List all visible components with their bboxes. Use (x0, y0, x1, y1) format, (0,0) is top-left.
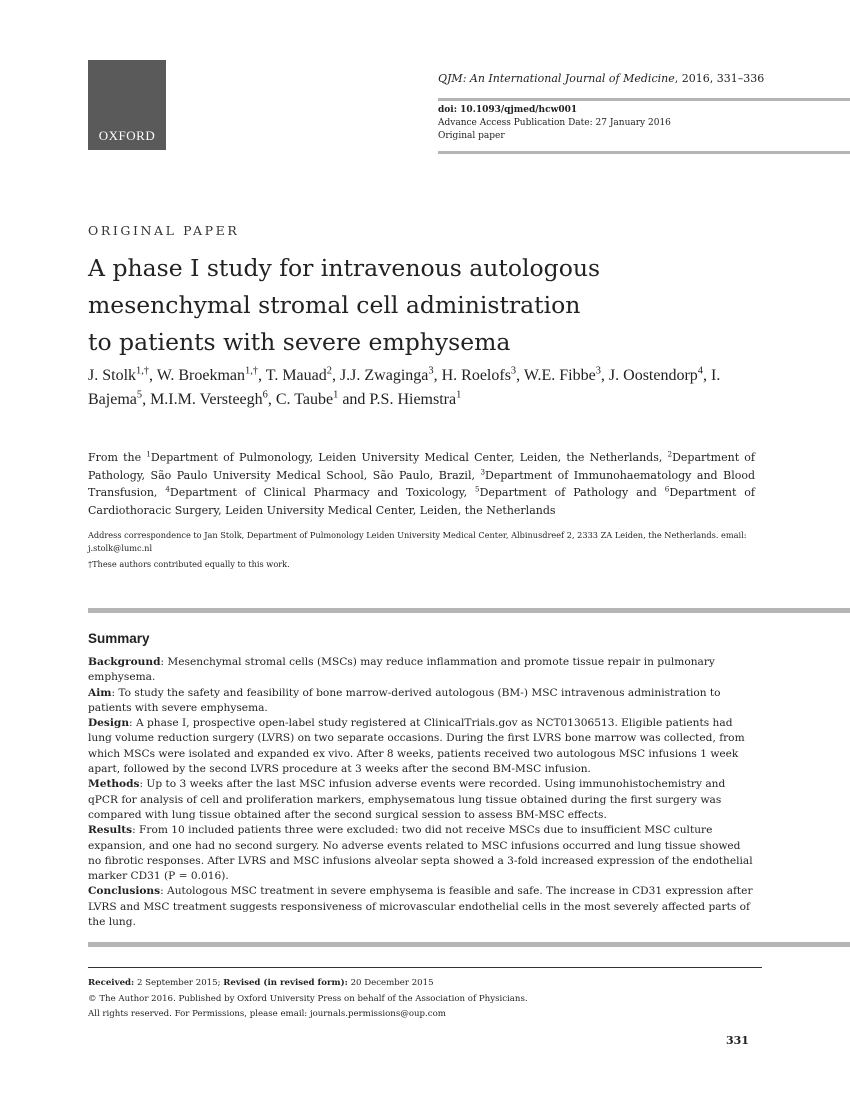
affiliation: Department of Pathology, São Paulo University Medical School, São Paulo, Brazil, (88, 451, 756, 482)
author-name: I. Bajema (88, 367, 721, 408)
author-affiliation-marker: 3 (510, 365, 517, 377)
affiliation-marker: 5 (475, 484, 480, 494)
affiliation: Department of Immunohaematology and Blood Transfusion, (88, 468, 755, 499)
affiliation: Department of Pathology and (479, 486, 665, 499)
author-affiliation-marker: 5 (136, 389, 143, 401)
author (442, 367, 517, 384)
page-number: 331 (726, 1034, 749, 1047)
header-rule (438, 151, 850, 154)
affiliation: Department of Clinical Pharmacy and Toxicology, (169, 486, 476, 499)
article-type: Original paper (438, 131, 505, 141)
affiliation-marker: 2 (667, 449, 673, 459)
summary-label: Aim (88, 686, 112, 699)
summary-label: Methods (88, 778, 140, 791)
copyright: © The Author 2016. Published by Oxford University Press on behalf of the Association of Physicians. (88, 994, 528, 1004)
oxford-logo: OXFORD (88, 60, 166, 150)
author (157, 367, 258, 384)
summary-label: Background (88, 656, 161, 668)
summary-text: : To study the safety and feasibility of bone marrow-derived autologous (BM-) MSC intravenous administration to patients with severe emphysema. (88, 686, 721, 714)
affiliation: Department of Cardiothoracic Surgery, Leiden University Medical Center, Leiden, the Netherlands (88, 486, 756, 517)
author-name: H. Roelofs (441, 367, 511, 384)
author (340, 367, 434, 384)
affiliation-marker: 6 (664, 484, 670, 494)
summary-body (88, 655, 754, 930)
header-rule (438, 98, 850, 101)
author (609, 367, 703, 384)
author (88, 367, 149, 384)
permissions: All rights reserved. For Permissions, please email: journals.permissions@oup.com (88, 1009, 446, 1019)
author-name: P.S. Hiemstra (369, 390, 457, 408)
author-name: T. Mauad (265, 367, 327, 384)
author-affiliation-marker: 3 (428, 365, 434, 377)
received-dates: Received: 2 September 2015; Revised (in revised form): 20 December 2015 (88, 978, 434, 988)
affiliation: Department of Pulmonology, Leiden University Medical Center, Leiden, the Netherlands, (150, 451, 668, 464)
author-name: W.E. Fibbe (523, 367, 596, 384)
affiliation-marker: 1 (146, 449, 151, 459)
author-affiliation-marker: 3 (595, 365, 601, 377)
summary-text: : Up to 3 weeks after the last MSC infusion adverse events were recorded. Using immunohistochemistry and qPCR for analysis of cell and proliferation markers, emphysematous lung tissue obtained during the first surgery was compared with lung tissue obtained after the second surgical session to assess BM-MSC effects. (88, 778, 726, 821)
author-name: M.I.M. Versteegh (150, 390, 263, 408)
author-affiliation-marker: 6 (262, 389, 268, 401)
author-affiliation-marker: 1,† (136, 365, 150, 377)
author (524, 367, 601, 384)
author-affiliation-marker: 1 (456, 389, 462, 401)
footer-rule (88, 967, 762, 968)
summary-top-rule (88, 608, 850, 613)
author-list: J. Stolk$^{1,\dagger}$, W. Broekman$^{1,\dagger}$, T. Mauad$^2$, J.J. Zwaginga$^3$, H. Roelofs$^3$, W.E. Fibbe$^3$, J. Oostendorp$^4$, I. Bajema$^5$, M.I.M. Versteegh$^6$, C. Taube$^1$ and P.S. Hiemstra$^1$ (88, 365, 721, 408)
affiliation-marker: 4 (165, 484, 170, 494)
author-affiliation-marker: 2 (326, 365, 332, 377)
summary-section (88, 884, 754, 930)
summary-section (88, 686, 754, 717)
author (276, 391, 338, 408)
summary-section (88, 655, 754, 686)
summary-text: : A phase I, prospective open-label study registered at ClinicalTrials.gov as NCT01306513. Eligible patients had lung volume reduction surgery (LVRS) on two separate occasions. During the first LVRS bone marrow was collected, from which MSCs were isolated and expanded ex vivo. After 8 weeks, patients received two autologous MSC infusions 1 week apart, followed by the second LVRS procedure at 3 weeks after the second BM-MSC infusion. (88, 717, 745, 776)
author-name: J. Oostendorp (608, 367, 698, 384)
author-name: W. Broekman (156, 367, 246, 384)
summary-heading: Summary (88, 631, 150, 646)
summary-label: Design (88, 717, 130, 730)
summary-label: Conclusions (88, 885, 161, 898)
journal-citation: QJM: An International Journal of Medicine, 2016, 331–336 (438, 72, 765, 85)
author-affiliation-marker: 1,† (245, 365, 259, 377)
correspondence-address: Address correspondence to Jan Stolk, Department of Pulmonology Leiden University Medical Center, Albinusdreef 2, 2333 ZA Leiden, the Netherlands. email: j.stolk@lumc.nl (88, 530, 747, 553)
summary-bottom-rule (88, 942, 850, 947)
author (266, 367, 332, 384)
summary-section (88, 716, 754, 777)
author-affiliation-marker: 4 (697, 365, 703, 377)
affiliation-marker: 3 (480, 466, 486, 476)
author-name: J. Stolk (88, 367, 137, 384)
publication-date: Advance Access Publication Date: 27 January 2016 (438, 118, 671, 128)
summary-section (88, 777, 754, 823)
summary-section (88, 823, 754, 884)
author (369, 391, 461, 408)
article-title: A phase I study for intravenous autologous mesenchymal stromal cell administration to patients with severe emphysema (88, 254, 601, 356)
section-kicker: ORIGINAL PAPER (88, 223, 240, 238)
author-affiliation-marker: 1 (333, 389, 339, 401)
author (150, 391, 268, 408)
summary-text: : Autologous MSC treatment in severe emphysema is feasible and safe. The increase in CD31 expression after LVRS and MSC treatment suggests responsiveness of microvascular endothelial cells in the most severely affected parts of the lung. (88, 885, 753, 929)
summary-text: : Mesenchymal stromal cells (MSCs) may reduce inflammation and promote tissue repair in pulmonary emphysema. (88, 656, 715, 684)
doi[interactable]: doi: 10.1093/qjmed/hcw001 (438, 105, 578, 115)
author-name: J.J. Zwaginga (339, 367, 429, 384)
author-name: C. Taube (275, 390, 334, 408)
summary-text: : From 10 included patients three were excluded: two did not receive MSCs due to insufficient MSC culture expansion, and one had no second surgery. No adverse events related to MSC infusions occurred and lung tissue showed no fibrotic responses. After LVRS and MSC infusions alveolar septa showed a 3-fold increased expression of the endothelial marker CD31 (P = 0.016). (88, 824, 753, 883)
summary-label: Results (88, 824, 133, 837)
affiliations: From the $^1$Department of Pulmonology, Leiden University Medical Center, Leiden, the Netherlands, $^2$Department of Pathology, São Paulo University Medical School, São Paulo, Brazil, $^3$Department of Immunohaematology and Blood Transfusion, $^4$Department of Clinical Pharmacy and Toxicology, $^5$Department of Pathology and $^6$Department of Cardiothoracic Surgery, Leiden University Medical Center, Leiden, the Netherlands (88, 449, 756, 517)
equal-contribution-note: †These authors contributed equally to this work. (88, 559, 290, 569)
